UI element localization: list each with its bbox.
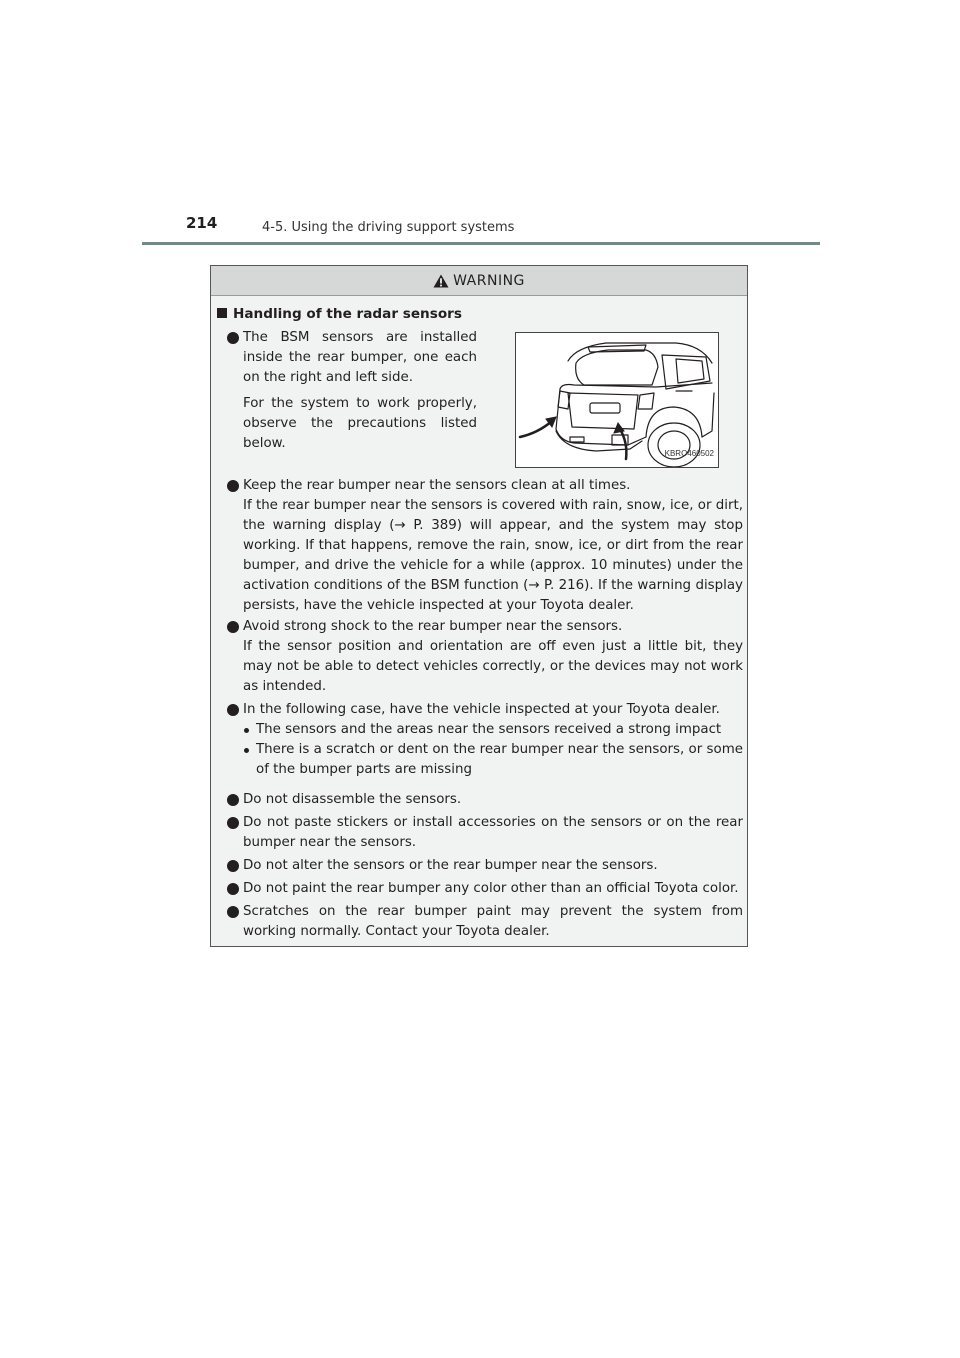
warning-heading-text: Handling of the radar sensors (233, 306, 462, 322)
list-item-avoid-shock (225, 617, 743, 697)
list-item-scratches (225, 902, 743, 942)
warning-heading (217, 304, 462, 324)
sub-list-item (243, 720, 743, 740)
sub-bullet-icon (244, 748, 249, 753)
warning-triangle-icon (433, 274, 449, 288)
item-lead: Do not disassemble the sensors. (243, 792, 462, 807)
intro-paragraph-2: For the system to work properly, observe the precautions listed below. (243, 396, 477, 451)
bullet-icon (227, 794, 239, 806)
warning-box (210, 265, 748, 947)
list-item-no-paint (225, 879, 743, 899)
bullet-icon (227, 817, 239, 829)
list-item-no-alter (225, 856, 743, 876)
figure-code: KBRO460502 (664, 449, 714, 458)
bullet-icon (227, 332, 239, 344)
warning-header (211, 266, 747, 296)
vehicle-rear-illustration (515, 332, 719, 468)
item-lead: Do not alter the sensors or the rear bumper near the sensors. (243, 858, 658, 873)
list-item-keep-clean (225, 476, 743, 616)
item-lead: Do not paint the rear bumper any color other than an official Toyota color. (243, 881, 739, 896)
header-rule (142, 242, 820, 245)
item-lead: Scratches on the rear bumper paint may prevent the system from working normally. Contact your Toyota dealer. (243, 904, 743, 939)
bullet-icon (227, 906, 239, 918)
item-lead: In the following case, have the vehicle inspected at your Toyota dealer. (243, 702, 720, 717)
item-body: If the sensor position and orientation are off even just a little bit, they may not be able to detect vehicles correctly, or the devices may not work as intended. (243, 639, 743, 694)
item-lead: Keep the rear bumper near the sensors clean at all times. (243, 478, 631, 493)
bullet-icon (227, 480, 239, 492)
sub-list-item (243, 740, 743, 780)
warning-title: WARNING (453, 272, 525, 289)
page-number: 214 (186, 214, 218, 232)
list-item-no-disassemble (225, 790, 743, 810)
bullet-icon (227, 860, 239, 872)
bullet-icon (227, 704, 239, 716)
item-body: If the rear bumper near the sensors is covered with rain, snow, ice, or dirt, the warning display (→ P. 389) will appear, and the system may stop working. If that happens, remove the rain, snow, ice, or dirt from the rear bumper, and drive the vehicle for a while (approx. 10 minutes) under the activation conditions of the BSM function (→ P. 216). If the warning display persists, have the vehicle inspected at your Toyota dealer. (243, 498, 743, 613)
sub-bullet-icon (244, 728, 249, 733)
list-item-intro (225, 328, 477, 454)
sub-item-text: The sensors and the areas near the sensors received a strong impact (256, 722, 722, 737)
intro-paragraph-1: The BSM sensors are installed inside the rear bumper, one each on the right and left side. (243, 330, 477, 385)
list-item-inspection (225, 700, 743, 780)
section-title: 4-5. Using the driving support systems (262, 220, 515, 235)
item-lead: Do not paste stickers or install accessories on the sensors or on the rear bumper near the sensors. (243, 815, 743, 850)
bullet-icon (227, 621, 239, 633)
item-lead: Avoid strong shock to the rear bumper near the sensors. (243, 619, 623, 634)
square-bullet-icon (217, 308, 227, 318)
bullet-icon (227, 883, 239, 895)
list-item-no-stickers (225, 813, 743, 853)
sub-item-text: There is a scratch or dent on the rear bumper near the sensors, or some of the bumper parts are missing (256, 742, 743, 777)
